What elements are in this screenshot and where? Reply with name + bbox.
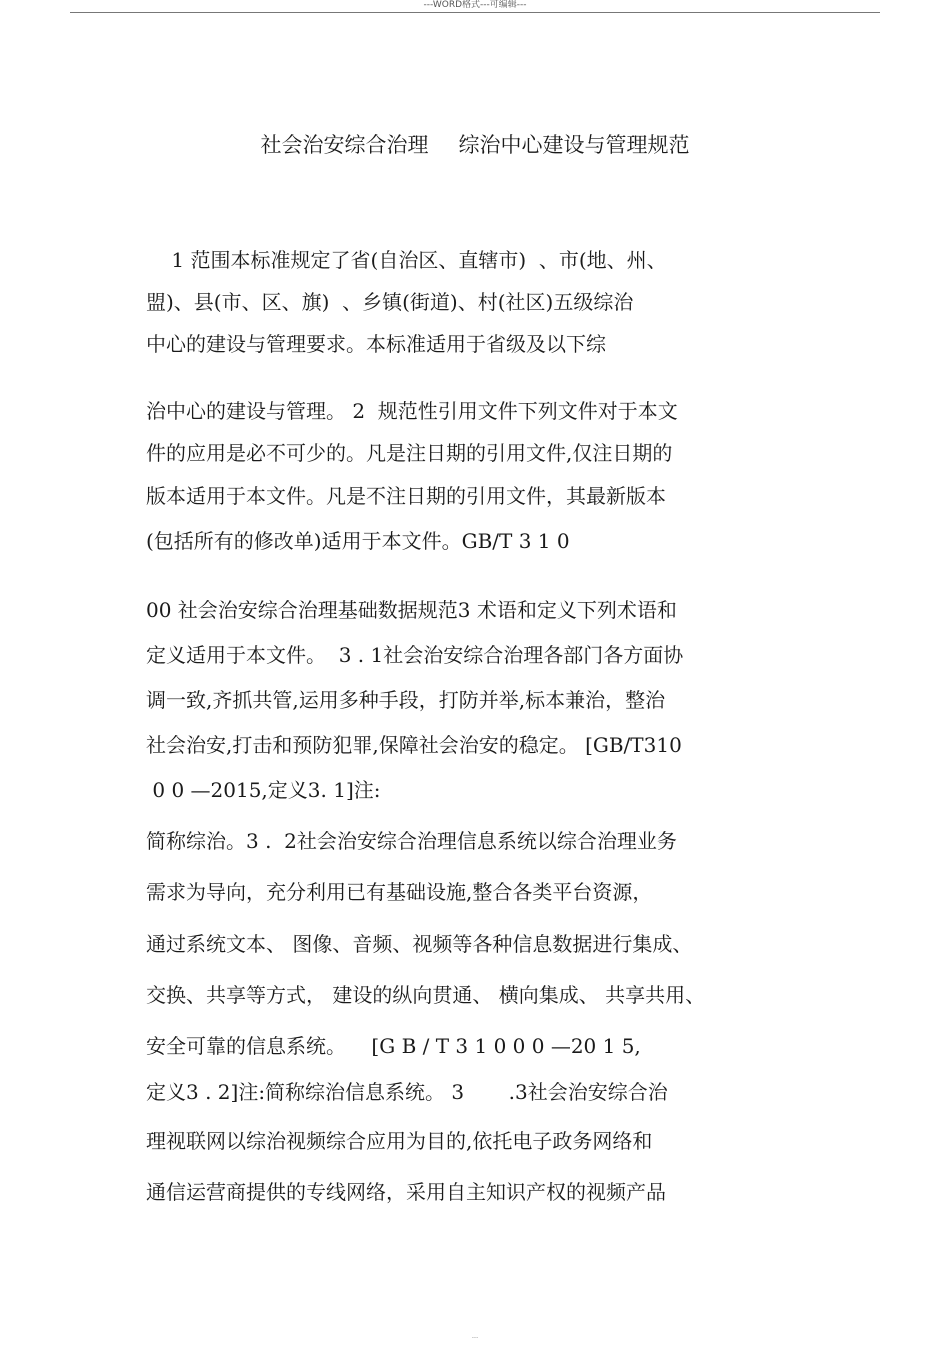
header-divider (70, 12, 880, 13)
body-line: 简称综治。3 . 2社会治安综合治理信息系统以综合治理业务 (146, 829, 677, 853)
body-line: 治中心的建设与管理。 2 规范性引用文件下列文件对于本文 (146, 399, 678, 423)
body-line: 理视联网以综治视频综合应用为目的,依托电子政务网络和 (146, 1129, 653, 1153)
body-line: 调一致,齐抓共管,运用多种手段，打防并举,标本兼治，整治 (146, 688, 666, 712)
document-title (0, 130, 950, 160)
body-line: 0 0 —2015,定义3. 1]注: (146, 778, 381, 802)
body-line: 版本适用于本文件。凡是不注日期的引用文件，其最新版本 (146, 484, 666, 508)
body-line: 中心的建设与管理要求。本标准适用于省级及以下综 (146, 332, 606, 356)
body-line: (包括所有的修改单)适用于本文件。GB/T 3 1 0 (146, 529, 570, 553)
body-line: 件的应用是必不可少的。凡是注日期的引用文件,仅注日期的 (146, 441, 673, 465)
body-line: 通信运营商提供的专线网络，采用自主知识产权的视频产品 (146, 1180, 666, 1204)
page-footer-mark: --- (471, 1334, 479, 1341)
title-part-1: 社会治安综合治理 (260, 133, 429, 157)
title-part-2: 综治中心建设与管理规范 (458, 133, 690, 157)
body-line: 定义3 . 2]注:简称综治信息系统。 3 .3社会治安综合治 (146, 1080, 668, 1104)
body-line: 1 范围本标准规定了省(自治区、直辖市) 、市(地、州、 (146, 248, 667, 272)
body-line: 交换、共享等方式， 建设的纵向贯通、 横向集成、 共享共用、 (146, 983, 706, 1007)
body-line: 盟)、县(市、区、旗) 、乡镇(街道)、村(社区)五级综治 (146, 290, 634, 314)
page-header-label: ---WORD格式---可编辑--- (423, 0, 527, 10)
body-line: 定义适用于本文件。 3 . 1社会治安综合治理各部门各方面协 (146, 643, 684, 667)
body-line: 社会治安,打击和预防犯罪,保障社会治安的稳定。 [GB/T310 (146, 733, 682, 757)
body-line: 00 社会治安综合治理基础数据规范3 术语和定义下列术语和 (146, 598, 677, 622)
body-line: 安全可靠的信息系统。 [G B / T 3 1 0 0 0 —20 1 5, (146, 1034, 641, 1058)
body-line: 需求为导向，充分利用已有基础设施,整合各类平台资源， (146, 880, 653, 904)
body-line: 通过系统文本、 图像、音频、视频等各种信息数据进行集成、 (146, 932, 693, 956)
